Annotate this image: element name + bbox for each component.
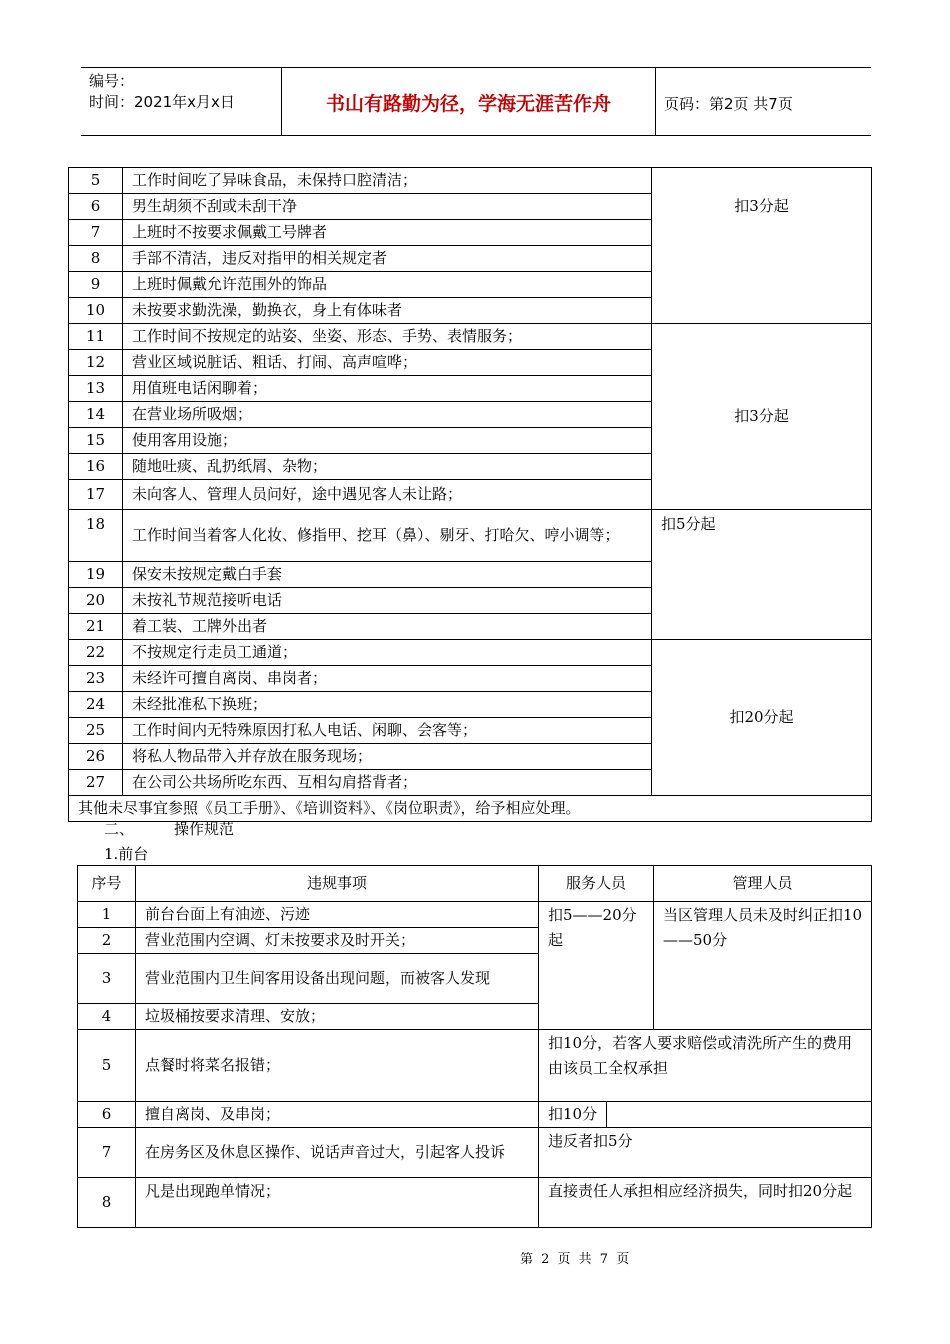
row-number: 19 (69, 562, 123, 588)
row-text: 未按要求勤洗澡，勤换衣，身上有体味者 (123, 298, 652, 324)
row-text: 上班时佩戴允许范围外的饰品 (123, 272, 652, 298)
row-text: 在公司公共场所吃东西、互相勾肩搭背者； (123, 770, 652, 796)
row-number: 8 (78, 1178, 136, 1228)
row-number: 15 (69, 428, 123, 454)
table-header-row (78, 866, 872, 902)
penalty-4: 扣20分起 (729, 708, 794, 726)
row-text: 未按礼节规范接听电话 (123, 588, 652, 614)
row-text: 男生胡须不刮或未刮干净 (123, 194, 652, 220)
row-text: 上班时不按要求佩戴工号牌者 (123, 220, 652, 246)
row-number: 8 (69, 246, 123, 272)
staff-penalty-1-4: 扣5——20分起 (548, 906, 637, 949)
row-text: 随地吐痰、乱扔纸屑、杂物； (123, 454, 652, 480)
row-number: 26 (69, 744, 123, 770)
row-number: 7 (78, 1128, 136, 1178)
row-text: 擅自离岗、及串岗； (136, 1102, 539, 1128)
penalty-5: 扣10分，若客人要求赔偿或清洗所产生的费用由该员工全权承担 (548, 1034, 853, 1077)
row-number: 6 (69, 194, 123, 220)
subsection-title: 1.前台 (104, 845, 149, 863)
table-row (78, 1030, 872, 1102)
header-motto: 书山有路勤为径，学海无涯苦作舟 (325, 93, 611, 115)
row-text: 营业范围内空调、灯未按要求及时开关； (136, 928, 539, 954)
row-text: 垃圾桶按要求清理、安放； (136, 1004, 539, 1030)
row-number: 13 (69, 376, 123, 402)
staff-penalty-cell (539, 902, 654, 1030)
row-text: 用值班电话闲聊着； (123, 376, 652, 402)
penalty-2: 扣3分起 (734, 407, 789, 425)
penalty-6-cell (539, 1102, 872, 1128)
row-text: 前台台面上有油迹、污迹 (136, 902, 539, 928)
number-label: 编号： (89, 72, 135, 90)
table-row (69, 168, 872, 194)
penalty-8: 直接责任人承担相应经济损失，同时扣20分起 (548, 1182, 853, 1200)
row-text: 着工装、工牌外出者 (123, 614, 652, 640)
row-text: 凡是出现跑单情况； (136, 1178, 539, 1228)
table-row (69, 324, 872, 350)
manager-penalty-cell (654, 902, 872, 1030)
manager-penalty-1-4: 当区管理人员未及时纠正扣10——50分 (663, 906, 863, 949)
penalty-cell-1 (652, 168, 872, 324)
row-text: 营业范围内卫生间客用设备出现问题，而被客人发现 (136, 954, 539, 1004)
row-number: 9 (69, 272, 123, 298)
penalty-cell-4 (652, 640, 872, 796)
page-header (81, 67, 871, 136)
penalty-7-cell (539, 1128, 872, 1178)
row-number: 27 (69, 770, 123, 796)
front-desk-table (77, 865, 872, 1228)
table-row (78, 1178, 872, 1228)
penalty-8-cell (539, 1178, 872, 1228)
header-no: 序号 (78, 866, 136, 902)
penalty-7: 违反者扣5分 (548, 1132, 633, 1150)
row-text: 未经许可擅自离岗、串岗者； (123, 666, 652, 692)
penalty-cell-3 (652, 510, 872, 640)
section-heading-title: 操作规范 (174, 820, 235, 838)
header-left (89, 71, 281, 113)
penalty-5-cell (539, 1030, 872, 1102)
row-number: 22 (69, 640, 123, 666)
row-number: 5 (78, 1030, 136, 1102)
row-text: 营业区域说脏话、粗话、打闹、高声喧哗； (123, 350, 652, 376)
row-number: 24 (69, 692, 123, 718)
row-text: 将私人物品带入并存放在服务现场； (123, 744, 652, 770)
row-text: 工作时间不按规定的站姿、坐姿、形态、手势、表情服务； (123, 324, 652, 350)
header-staff: 服务人员 (539, 866, 654, 902)
row-number: 23 (69, 666, 123, 692)
penalty-cell-2 (652, 324, 872, 510)
row-number: 14 (69, 402, 123, 428)
table-row (69, 510, 872, 562)
time-label: 时间：2021年x月x日 (89, 93, 235, 111)
row-number: 5 (69, 168, 123, 194)
row-number: 12 (69, 350, 123, 376)
page-footer: 第 2 页 共 7 页 (520, 1252, 632, 1267)
row-text: 保安未按规定戴白手套 (123, 562, 652, 588)
row-number: 16 (69, 454, 123, 480)
row-text: 点餐时将菜名报错； (136, 1030, 539, 1102)
row-text: 工作时间吃了异味食品，未保持口腔清洁； (123, 168, 652, 194)
penalty-6: 扣10分 (539, 1102, 607, 1127)
page-code: 页码：第2页 共7页 (664, 95, 793, 113)
violations-table-1 (68, 167, 872, 822)
penalty-1: 扣3分起 (734, 197, 789, 215)
row-text: 工作时间内无特殊原因打私人电话、闲聊、会客等； (123, 718, 652, 744)
row-text: 未经批准私下换班； (123, 692, 652, 718)
row-number: 1 (78, 902, 136, 928)
row-text: 工作时间当着客人化妆、修指甲、挖耳（鼻）、剔牙、打哈欠、哼小调等； (123, 510, 652, 562)
row-number: 18 (69, 510, 123, 562)
row-text: 未向客人、管理人员问好，途中遇见客人未让路； (123, 480, 652, 510)
row-text: 不按规定行走员工通道； (123, 640, 652, 666)
table-row (69, 640, 872, 666)
table-note: 其他未尽事宜参照《员工手册》、《培训资料》、《岗位职责》，给予相应处理。 (69, 796, 872, 822)
table-row (78, 1128, 872, 1178)
row-number: 2 (78, 928, 136, 954)
row-number: 3 (78, 954, 136, 1004)
row-text: 在营业场所吸烟； (123, 402, 652, 428)
row-number: 4 (78, 1004, 136, 1030)
row-number: 7 (69, 220, 123, 246)
header-divider-2 (655, 68, 656, 136)
section-heading-number: 二、 (104, 820, 135, 838)
row-text: 手部不清洁，违反对指甲的相关规定者 (123, 246, 652, 272)
row-number: 25 (69, 718, 123, 744)
header-manager: 管理人员 (654, 866, 872, 902)
row-text: 使用客用设施； (123, 428, 652, 454)
row-number: 17 (69, 480, 123, 510)
row-number: 6 (78, 1102, 136, 1128)
row-number: 21 (69, 614, 123, 640)
header-violation: 违规事项 (136, 866, 539, 902)
row-text: 在房务区及休息区操作、说话声音过大，引起客人投诉 (136, 1128, 539, 1178)
section-heading (104, 818, 234, 840)
table-row (78, 1102, 872, 1128)
penalty-3: 扣5分起 (661, 515, 716, 533)
table-row (78, 902, 872, 928)
row-number: 10 (69, 298, 123, 324)
row-number: 20 (69, 588, 123, 614)
row-number: 11 (69, 324, 123, 350)
